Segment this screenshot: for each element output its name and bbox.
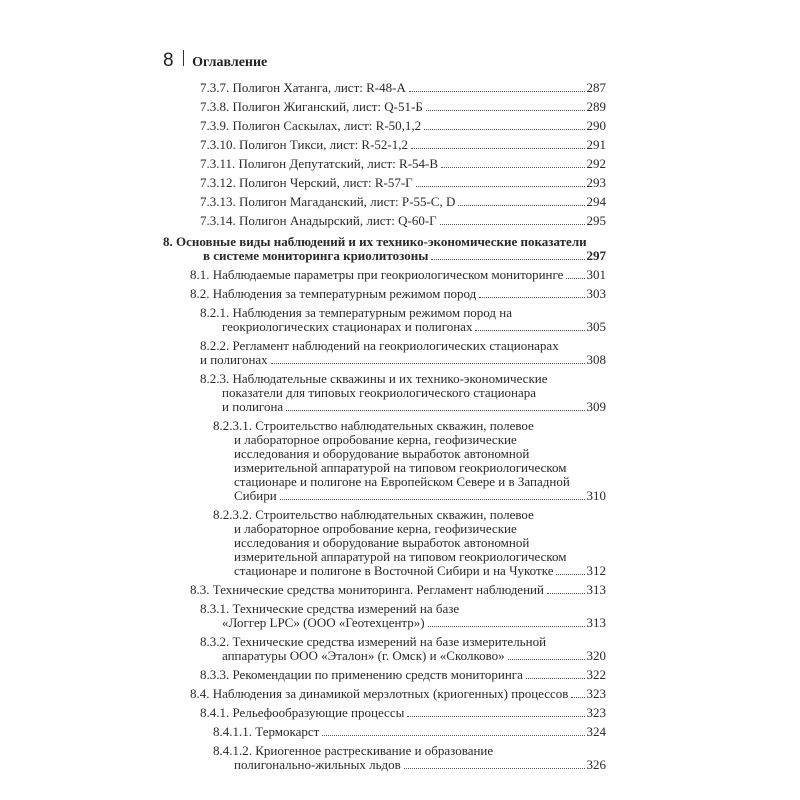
toc-page-number: 308 xyxy=(586,352,606,367)
dot-leader xyxy=(526,678,585,679)
dot-leader xyxy=(404,768,585,769)
toc-entry-title: 7.3.12. Полигон Черский, лист: R-57-Г xyxy=(200,175,413,190)
toc-page-number: 320 xyxy=(586,648,606,663)
toc-page-number: 294 xyxy=(586,194,606,209)
toc-entry-title: 7.3.8. Полигон Жиганский, лист: Q-51-Б xyxy=(200,99,423,114)
dot-leader xyxy=(508,659,585,660)
dot-leader xyxy=(322,735,584,736)
toc-entry[interactable] xyxy=(163,138,606,152)
toc-entry-line: 8.2.3.2. Строительство наблюдательных скважин, полевое xyxy=(213,507,534,522)
toc-entry-title: Сибири xyxy=(234,488,277,503)
toc-entry-title: 8.4.1.1. Термокарст xyxy=(213,724,320,739)
toc-entry-line: исследования и оборудование выработок автономной xyxy=(234,535,530,550)
toc-entry-line: 8.2.2. Регламент наблюдений на геокриологических стационарах xyxy=(200,338,559,353)
toc-entry-line xyxy=(163,249,606,263)
toc-page-number: 292 xyxy=(586,156,606,171)
toc-entry[interactable] xyxy=(163,214,606,228)
page-number: 8 xyxy=(163,50,174,71)
toc-entry-line xyxy=(163,320,606,334)
dot-leader xyxy=(409,91,585,92)
toc-entry-line xyxy=(163,706,606,720)
toc-entry[interactable] xyxy=(163,602,606,630)
toc-entry[interactable] xyxy=(163,687,606,701)
dot-leader xyxy=(556,574,584,575)
dot-leader xyxy=(475,330,584,331)
toc-entry-line xyxy=(163,119,606,133)
toc-page-number: 305 xyxy=(586,319,606,334)
toc-entry-line xyxy=(163,157,606,171)
toc-page-number: 312 xyxy=(586,563,606,578)
toc-page-number: 291 xyxy=(586,137,606,152)
toc-page-number: 323 xyxy=(586,686,606,701)
toc-entry-line: показатели для типовых геокриологического стационара xyxy=(222,385,537,400)
toc-entry-line xyxy=(163,268,606,282)
toc-entry[interactable] xyxy=(163,287,606,301)
toc-entry-title: 8.3. Технические средства мониторинга. Регламент наблюдений xyxy=(190,582,544,597)
toc-entry-line: исследования и оборудование выработок автономной xyxy=(234,446,530,461)
toc-entry-line: 8.3.2. Технические средства измерений на базе измерительной xyxy=(200,634,547,649)
toc-entry[interactable] xyxy=(163,81,606,95)
toc-entry-title: и полигонах xyxy=(200,352,268,367)
toc-page-number: 295 xyxy=(586,213,606,228)
toc-entry[interactable] xyxy=(163,235,606,263)
toc-entry-line xyxy=(163,81,606,95)
toc-entry[interactable] xyxy=(163,725,606,739)
toc-entry-title: 7.3.13. Полигон Магаданский, лист: P-55-С, D xyxy=(200,194,456,209)
toc-entry-line xyxy=(163,195,606,209)
toc-entry[interactable] xyxy=(163,372,606,414)
toc-entry-line xyxy=(163,214,606,228)
toc-page-number: 287 xyxy=(586,80,606,95)
toc-entry-line: и лабораторное опробование керна, геофизические xyxy=(234,521,517,536)
dot-leader xyxy=(441,167,584,168)
dot-leader xyxy=(424,129,584,130)
toc-entry-line xyxy=(163,649,606,663)
dot-leader xyxy=(431,259,584,260)
toc-entry-line: стационаре и полигоне на Европейском Севере и в Западной xyxy=(234,474,570,489)
toc-page-number: 309 xyxy=(586,399,606,414)
toc-page-number: 290 xyxy=(586,118,606,133)
toc-entry-title: 8.4. Наблюдения за динамикой мерзлотных (криогенных) процессов xyxy=(190,686,569,701)
toc-entry-line xyxy=(163,489,606,503)
toc-entry-title: в системе мониторинга криолитозоны xyxy=(203,248,429,263)
toc-page-number: 313 xyxy=(586,615,606,630)
dot-leader xyxy=(416,186,585,187)
toc-page-number: 323 xyxy=(586,705,606,720)
toc-entry[interactable] xyxy=(163,195,606,209)
toc-entry-title: 7.3.7. Полигон Хатанга, лист: R-48-А xyxy=(200,80,406,95)
toc-entry[interactable] xyxy=(163,668,606,682)
toc-entry-line xyxy=(163,100,606,114)
toc-entry-title: 7.3.10. Полигон Тикси, лист: R-52-1,2 xyxy=(200,137,409,152)
dot-leader xyxy=(571,697,584,698)
table-of-contents xyxy=(163,76,606,772)
dot-leader xyxy=(411,148,584,149)
toc-entry[interactable] xyxy=(163,339,606,367)
dot-leader xyxy=(407,716,584,717)
toc-page-number: 324 xyxy=(586,724,606,739)
toc-entry[interactable] xyxy=(163,157,606,171)
running-title: Оглавление xyxy=(192,55,268,70)
toc-page-number: 313 xyxy=(586,582,606,597)
dot-leader xyxy=(566,278,584,279)
toc-entry-title: 8.2. Наблюдения за температурным режимом пород xyxy=(190,286,477,301)
toc-entry-line: измерительной аппаратурой на типовом геокриологическом xyxy=(234,460,567,475)
toc-entry-line: и лабораторное опробование керна, геофизические xyxy=(234,432,517,447)
page-header xyxy=(163,50,267,72)
toc-entry[interactable] xyxy=(163,706,606,720)
toc-entry-line: 8.3.1. Технические средства измерений на базе xyxy=(200,601,460,616)
dot-leader xyxy=(479,297,584,298)
toc-entry-line xyxy=(163,668,606,682)
dot-leader xyxy=(426,110,585,111)
toc-entry-line xyxy=(163,287,606,301)
toc-entry-line xyxy=(163,725,606,739)
toc-entry-line: 8.4.1.2. Криогенное растрескивание и образование xyxy=(213,743,494,758)
toc-entry-title: 8.4.1. Рельефообразующие процессы xyxy=(200,705,405,720)
toc-entry-line xyxy=(163,687,606,701)
dot-leader xyxy=(271,363,585,364)
toc-entry-title: 8.3.3. Рекомендации по применению средств мониторинга xyxy=(200,667,523,682)
dot-leader xyxy=(286,410,584,411)
toc-entry[interactable] xyxy=(163,419,606,503)
toc-entry[interactable] xyxy=(163,119,606,133)
toc-entry[interactable] xyxy=(163,744,606,772)
toc-page-number: 289 xyxy=(586,99,606,114)
toc-entry-title: 8.1. Наблюдаемые параметры при геокриологическом мониторинге xyxy=(190,267,564,282)
toc-entry[interactable] xyxy=(163,508,606,578)
toc-entry-line: измерительной аппаратурой на типовом геокриологическом xyxy=(234,549,567,564)
toc-entry-title: полигонально-жильных льдов xyxy=(234,757,401,772)
toc-entry-title: стационаре и полигоне в Восточной Сибири и на Чукотке xyxy=(234,563,554,578)
toc-entry-line: 8. Основные виды наблюдений и их технико-экономические показатели xyxy=(163,234,587,249)
toc-entry-title: 7.3.11. Полигон Депутатский, лист: R-54-В xyxy=(200,156,439,171)
toc-page-number: 322 xyxy=(586,667,606,682)
toc-entry[interactable] xyxy=(163,635,606,663)
toc-entry-line xyxy=(163,616,606,630)
toc-entry-line xyxy=(163,400,606,414)
toc-page-number: 310 xyxy=(586,488,606,503)
toc-entry-title: «Логгер LPC» (ООО «Геотехцентр») xyxy=(222,615,425,630)
toc-entry[interactable] xyxy=(163,100,606,114)
dot-leader xyxy=(547,593,585,594)
dot-leader xyxy=(458,205,584,206)
toc-entry-line xyxy=(163,138,606,152)
toc-entry[interactable] xyxy=(163,268,606,282)
toc-entry-line xyxy=(163,758,606,772)
toc-entry-title: геокриологических стационарах и полигонах xyxy=(222,319,473,334)
toc-entry[interactable] xyxy=(163,176,606,190)
toc-entry[interactable] xyxy=(163,306,606,334)
toc-entry-title: 7.3.9. Полигон Саскылах, лист: R-50,1,2 xyxy=(200,118,422,133)
toc-page-number: 297 xyxy=(586,248,606,263)
dot-leader xyxy=(280,499,585,500)
toc-entry-line xyxy=(163,176,606,190)
toc-page-number: 293 xyxy=(586,175,606,190)
dot-leader xyxy=(440,224,585,225)
toc-entry-title: 7.3.14. Полигон Анадырский, лист: Q-60-Г xyxy=(200,213,437,228)
toc-entry-line: 8.2.1. Наблюдения за температурным режимом пород на xyxy=(200,305,513,320)
toc-entry-title: аппаратуры ООО «Эталон» (г. Омск) и «Сколково» xyxy=(222,648,505,663)
toc-entry-line xyxy=(163,583,606,597)
toc-entry[interactable] xyxy=(163,583,606,597)
toc-entry-line xyxy=(163,353,606,367)
dot-leader xyxy=(428,626,585,627)
toc-page-number: 326 xyxy=(586,757,606,772)
toc-entry-line: 8.2.3.1. Строительство наблюдательных скважин, полевое xyxy=(213,418,534,433)
toc-entry-line xyxy=(163,564,606,578)
toc-page-number: 301 xyxy=(586,267,606,282)
toc-entry-title: и полигона xyxy=(222,399,284,414)
header-divider xyxy=(183,50,185,66)
toc-page-number: 303 xyxy=(586,286,606,301)
toc-entry-line: 8.2.3. Наблюдательные скважины и их технико-экономические xyxy=(200,371,548,386)
